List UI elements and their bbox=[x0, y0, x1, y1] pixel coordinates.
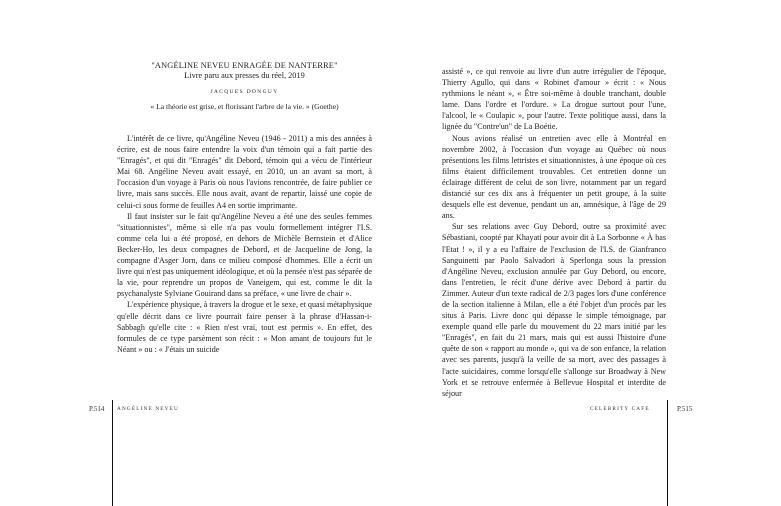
left-margin-rule bbox=[112, 400, 113, 506]
right-margin-rule bbox=[667, 400, 668, 506]
article-author: JACQUES DONGUY bbox=[210, 89, 279, 95]
body-paragraph: L'expérience physique, à travers la drogue et le sexe, et quasi métaphysique qu'elle décrit dans ce livre pourrait faire penser à la phrase d'Hassan-i-Sabbagh qu'elle cite : « Rien n'est vrai, tout est permis ». En effet, des formules de ce type parsèment son récit : « Mon amant de toujours fut le Néant » ou : « J'étais un suicide bbox=[117, 300, 372, 354]
body-paragraph: Sur ses relations avec Guy Debord, outre sa proximité avec Sébastiani, coopté par Khayati pour avoir dit à La Sorbonne « À bas l'Etat ! », il y a eu l'affaire de l'exclusion de l'I.S. de Gianfranco Sanguinetti par Paolo Salvadori à Sperlonga sous la pression d'Angéline Neveu, exclusion annulée par Guy Debord, ou encore, dans l'entretien, le récit d'une dérive avec Debord à partir du Zimmer. Auteur d'un texte radical de 2/3 pages lors d'une conférence de la section italienne à Milan, elle a été l'objet d'un procès par les situs à Paris. Livre donc qui dépasse le simple témoignage, par exemple quand elle parle du mouvement du 22 mars initié par les "Enragés", en fait du 21 mars, mais qui est aussi l'histoire d'une quête de son « rapport au monde », qui va de son enfance, la relation avec ses parents, jusqu'à la veille de sa mort, avec des passages à l'acte suicidaires, comme lorsqu'elle s'allonge sur Broadway à New York et se retrouve enfermée à Bellevue Hospital et interdite de séjour bbox=[442, 222, 666, 398]
body-paragraph: L'intérêt de ce livre, qu'Angéline Neveu (1946 - 2011) a mis des années à écrire, est de nous faire entendre la voix d'un témoin qui a fait partie des "Enragés", et qui dit "Enragés" dit Debord, témoin qui a vécu de l'intérieur Mai 68. Angéline Neveu avait essayé, en 2010, un an avant sa mort, à l'occasion d'un voyage à Paris où nous l'avions rencontrée, de faire publier ce livre, mais sans succès. Elle nous avait, avant de repartir, laissé une copie de celui-ci sous forme de feuilles A4 en sortie imprimante. bbox=[117, 134, 372, 210]
article-header bbox=[117, 61, 372, 112]
body-paragraph: assisté », ce qui renvoie au livre d'un autre irrégulier de l'époque, Thierry Agullo, qui dans « Robinet d'amour » écrit : « Nous rythmions le néant », « Être soi-même à double tranchant, double lame. Dans l'ordre et l'ordure. » La drogue surtout pour l'une, l'alcool, le « Coulapic », pour l'autre. Texte politique aussi, dans la lignée du "Contre'un" de La Boétie. bbox=[442, 67, 666, 132]
article-subtitle: Livre paru aux presses du réel, 2019 bbox=[184, 71, 305, 80]
right-body-text bbox=[442, 66, 666, 399]
epigraph: « La théorie est grise, et florissant l'arbre de la vie. » (Goethe) bbox=[150, 102, 339, 111]
page-number-right: P.515 bbox=[677, 405, 693, 413]
body-paragraph: Il faut insister sur le fait qu'Angéline Neveu a été une des seules femmes "situationnistes", même si elle n'a pas voulu formellement intégrer l'I.S. comme cela lui a été proposé, en dehors de Michèle Bernstein et d'Alice Becker-Ho, les deux compagnes de Debord, et de Jacqueline de Jong, la compagne d'Asger Jorn, dans ce milieu composé d'hommes. Elle a écrit un livre qui n'est pas uniquement idéologique, et où la pensée n'est pas séparée de la vie, pour reprendre un propos de Vaneigem, qui est, comme le dit la psychanalyste Sylviane Gouirand dans sa préface, « une livre de chair ». bbox=[117, 211, 372, 299]
page-number-left: P.514 bbox=[89, 405, 105, 413]
running-head-right: CELEBRITY CAFE bbox=[590, 406, 650, 412]
body-paragraph: Nous avions réalisé un entretien avec elle à Montréal en novembre 2002, à l'occasion d'un voyage au Québec où nous présentions les films lettristes et situationnistes, à une époque où ces films étaient difficilement trouvables. Cet entretien donne un éclairage différent de celui de son livre, notamment par un regard distancié sur ces dix ans à fréquenter un petit groupe, à la suite desquels elle est devenue, pendant un an, amnésique, à l'âge de 29 ans. bbox=[442, 133, 666, 221]
article-title: "ANGÉLINE NEVEU ENRAGÉE DE NANTERRE" bbox=[151, 61, 338, 70]
running-head-left: ANGÉLINE NEVEU bbox=[117, 406, 179, 412]
left-body-text bbox=[117, 133, 372, 355]
